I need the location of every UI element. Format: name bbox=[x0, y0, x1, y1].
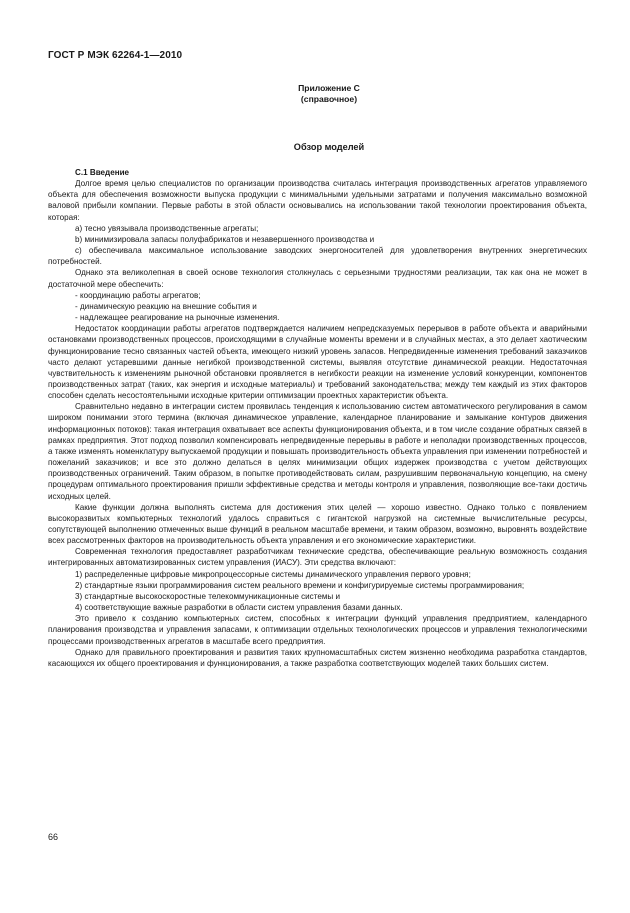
section-title: Обзор моделей bbox=[293, 142, 365, 152]
list-item: b) минимизировала запасы полуфабрикатов и незавершенного производства и bbox=[75, 234, 375, 244]
list-item: - координацию работы агрегатов; bbox=[75, 290, 201, 300]
paragraph: Долгое время целью специалистов по организации производства считалась интеграция производственных агрегатов управляемого объекта для обеспечения возможности выпуска продукции с минимальными удельными затратами и получения максимально возможной валовой прибыли компании. Первые работы в этой области основывались на использовании такой технологии проектирования объекта, которая: bbox=[48, 179, 587, 222]
paragraph: Однако эта великолепная в своей основе технология столкнулась с серьезными трудностями реализации, так как она не может в достаточной мере обеспечить: bbox=[48, 268, 587, 289]
body-text bbox=[48, 167, 587, 669]
list-item: а) тесно увязывала производственные агрегаты; bbox=[75, 223, 259, 233]
list-item: 1) распределенные цифровые микропроцессорные системы динамического управления первого уровня; bbox=[75, 569, 471, 579]
paragraph: Это привело к созданию компьютерных систем, способных к интеграции функций управления предприятием, календарного планирования производства и управления запасами, к оптимизации отдельных технологических процессов и управления технологическими процессами производственных агрегатов в масштабе всего предприятия. bbox=[48, 614, 587, 646]
paragraph: Какие функции должна выполнять система для достижения этих целей — хорошо известно. Однако только с появлением высокоразвитых компьютерных технологий удалось справиться с гигантской нагрузкой на системные вычислительные ресурсы, сопутствующей выполнению отмеченных выше функций в реальном масштабе времени, и таким образом, возможно, выровнять воздействие всех рассмотренных факторов на производительность объекта управления и его экономические характеристики. bbox=[48, 502, 587, 546]
paragraph: Однако для правильного проектирования и развития таких крупномасштабных систем жизненно необходима разработка стандартов, касающихся их общего проектирования и функционирования, а также разработка соответствующих моделей таких больших систем. bbox=[48, 647, 587, 668]
list-item: 3) стандартные высокоскоростные телекоммуникационные системы и bbox=[75, 591, 340, 601]
annex-label: Приложение С bbox=[298, 83, 360, 93]
list-item: 4) соответствующие важные разработки в области систем управления базами данных. bbox=[75, 603, 403, 613]
paragraph: Сравнительно недавно в интеграции систем проявилась тенденция к использованию систем автоматического регулирования в самом широком понимании этого термина (включая динамическое управление, календарное планирование и замыкание контуров движения информационных потоков): такая интеграция охватывает все аспекты функционирования объекта, и в том числе создание обратных связей в рамках предприятия. Этот подход позволил компенсировать непредвиденные перерывы в работе и неполадки производственных процессов, а также изменять номенклатуру выпускаемой продукции и повышать производительность объекта управления при изменении потребностей и пожеланий заказчиков; и все это должно делаться в целях минимизации общих издержек производства с учетом действующих производственных ограничений. Таким образом, в попытке противодействовать силам, разрушившим первоначальную концепцию, на смену процедурам оптимального проектирования пришли эффективные средства и методы контроля и управления, позволяющие все-таки достичь исходных целей. bbox=[48, 402, 587, 501]
subsection-heading: С.1 Введение bbox=[75, 168, 130, 177]
list-item: - надлежащее реагирование на рыночные изменения. bbox=[75, 313, 280, 323]
list-item: 2) стандартные языки программирования систем реального времени и конфигурируемые системы программирования; bbox=[75, 580, 525, 590]
standard-designation: ГОСТ Р МЭК 62264-1—2010 bbox=[48, 50, 183, 61]
paragraph: Современная технология предоставляет разработчикам технические средства, обеспечивающие реальную возможность создания интегрированных автоматизированных систем управления (ИАСУ). Эти средства включают: bbox=[48, 547, 587, 568]
page-number: 66 bbox=[48, 832, 59, 842]
paragraph: Недостаток координации работы агрегатов подтверждается наличием непредсказуемых перерывов в работе объекта и аварийными остановками производственных процессов, происходящими в случайные моменты времени и в случайных местах, а это делает хаотическим функционирование тесно связанных частей объекта, имеющего низкий уровень запасов. Непредвиденные изменения требований заказчиков часто делают устаревшими данные негибкой производственной системы, выявляя отсутствие динамической реакции. Недостаточная чувствительность к изменениям рыночной обстановки проявляется в негибкости реакции на изменение условий конкуренции, компонентов производственных затрат (таких, как энергия и исходные материалы) и требований законодательства; между тем каждый из этих факторов способен сделать несостоятельными исходные критерии оптимизации проектных характеристик объекта. bbox=[48, 324, 587, 401]
list-item: c) обеспечивала максимальное использование заводских энергоносителей для удовлетворения внутренних энергетических потребностей. bbox=[48, 246, 587, 267]
list-item: - динамическую реакцию на внешние события и bbox=[75, 301, 257, 311]
annex-type: (справочное) bbox=[300, 94, 358, 104]
